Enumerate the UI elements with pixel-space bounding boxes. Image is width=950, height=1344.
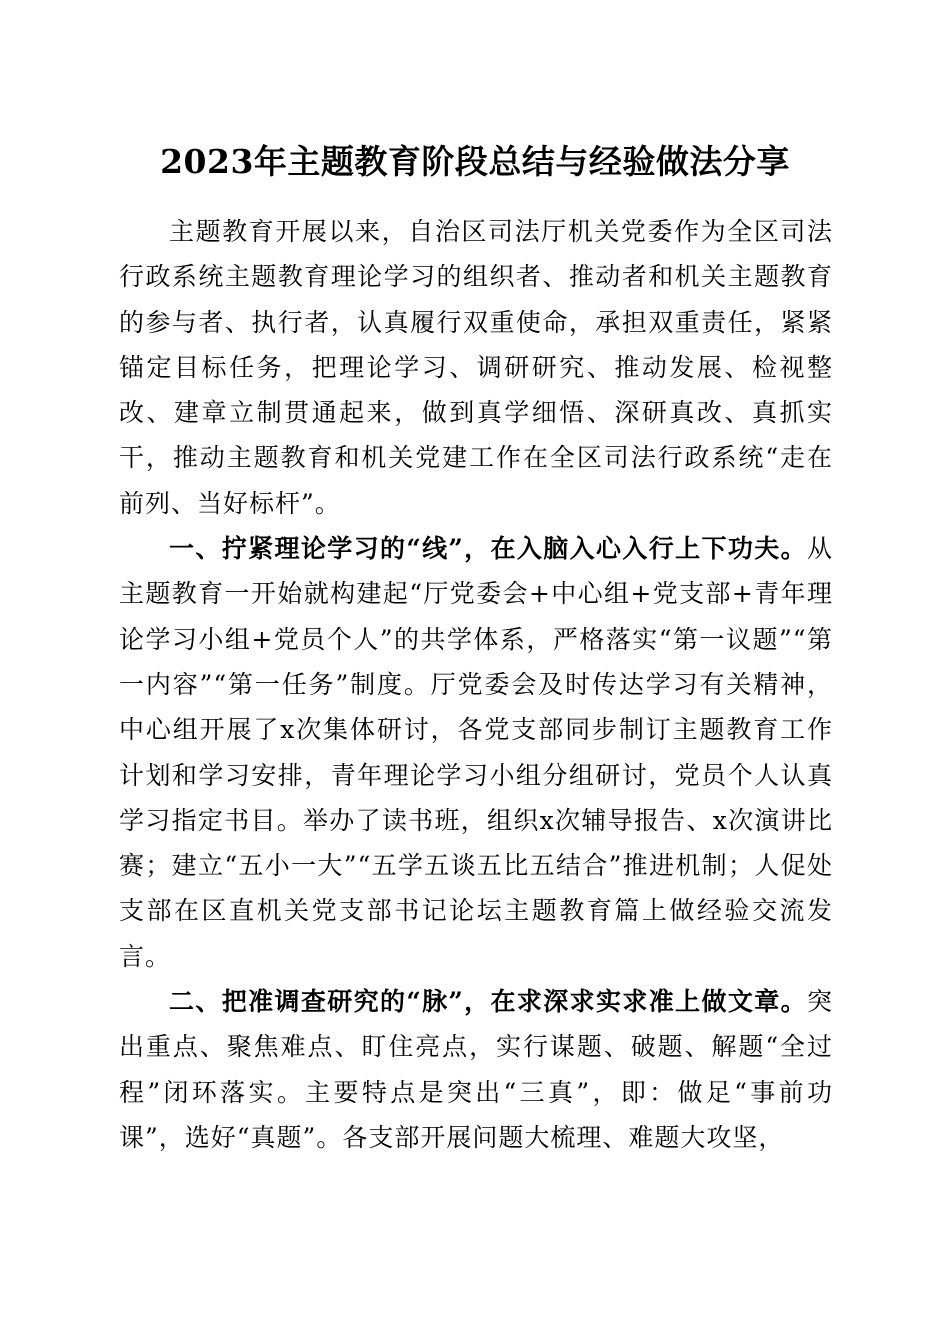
section-1-body: 从主题教育一开始就构建起“厅党委会+中心组+党支部+青年理论学习小组+党员个人”的共学体系，严格落实“第一议题”“第一内容”“第一任务”制度。厅党委会及时传达学习有关精神，中心组开展了x次集体研讨，各党支部同步制订主题教育工作计划和学习安排，青年理论学习小组分组研讨，党员个人认真学习指定书目。举办了读书班，组织x次辅导报告、x次演讲比赛；建立“五小一大”“五学五谈五比五结合”推进机制；人促处支部在区直机关党支部书记论坛主题教育篇上做经验交流发言。 [119, 534, 833, 971]
section-2-body: 突出重点、聚焦难点、盯住亮点，实行谋题、破题、解题“全过程”闭环落实。主要特点是突出“三真”，即：做足“事前功课”，选好“真题”。各支部开展问题大梳理、难题大攻坚， [119, 987, 833, 1152]
section-2-heading: 二、把准调查研究的“脉”，在求深求实求准上做文章。 [169, 987, 807, 1017]
intro-paragraph: 主题教育开展以来，自治区司法厅机关党委作为全区司法行政系统主题教育理论学习的组织者、推动者和机关主题教育的参与者、执行者，认真履行双重使命，承担双重责任，紧紧锚定目标任务，把理论学习、调研研究、推动发展、检视整改、建章立制贯通起来，做到真学细悟、深研真改、真抓实干，推动主题教育和机关党建工作在全区司法行政系统“走在前列、当好标杆”。 [119, 217, 833, 518]
section-1-heading: 一、拧紧理论学习的“线”，在入脑入心入行上下功夫。 [169, 534, 807, 564]
document-body [119, 209, 833, 1160]
section-1-paragraph [119, 526, 833, 979]
section-2-paragraph [119, 979, 833, 1160]
document-title: 2023年主题教育阶段总结与经验做法分享 [160, 142, 790, 181]
